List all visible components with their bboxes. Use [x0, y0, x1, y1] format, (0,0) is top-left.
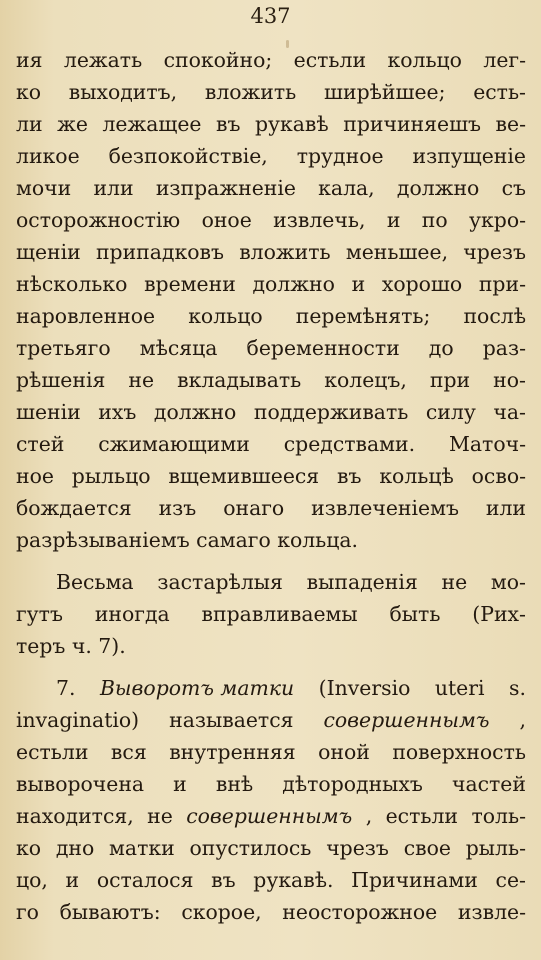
- word: (Inversio: [318, 676, 411, 700]
- text-line: [16, 44, 526, 76]
- word: ве-: [495, 112, 526, 136]
- word: до: [428, 336, 454, 360]
- word: безпокойствіе,: [108, 144, 268, 168]
- word: кольцо: [387, 48, 462, 72]
- word: нѣсколько: [16, 272, 128, 296]
- word: рукавѣ.: [253, 868, 334, 892]
- word: мо-: [490, 570, 526, 594]
- word: вщемившееся: [168, 464, 320, 488]
- word: извлечь,: [273, 208, 366, 232]
- word: толь-: [471, 804, 526, 828]
- word: трудное: [296, 144, 384, 168]
- word: при-: [478, 272, 526, 296]
- word: се-: [495, 868, 526, 892]
- word: неосторожное: [282, 900, 438, 924]
- word: бываютъ:: [59, 900, 161, 924]
- word: рыльцо: [71, 464, 151, 488]
- word: колецъ,: [324, 368, 407, 392]
- word: ко: [16, 80, 42, 104]
- word: выпаденія: [306, 570, 418, 594]
- word: сжимающими: [98, 432, 250, 456]
- word: внѣ: [215, 772, 254, 796]
- word: времени: [144, 272, 236, 296]
- word: и: [65, 868, 80, 892]
- word: средствами.: [283, 432, 416, 456]
- word: ликое: [16, 144, 80, 168]
- word: онаго: [223, 496, 285, 520]
- word: вкладывать: [177, 368, 302, 392]
- word: въ: [337, 464, 362, 488]
- paragraph: [16, 672, 526, 928]
- word: укро-: [469, 208, 526, 232]
- text-line: [16, 672, 526, 704]
- paragraph-gap: [16, 556, 526, 566]
- word: извлеченіемъ: [311, 496, 459, 520]
- word: щеніи: [16, 240, 81, 264]
- word: оной: [318, 740, 370, 764]
- word: хорошо: [381, 272, 463, 296]
- text-line: [16, 140, 526, 172]
- word: ча-: [493, 400, 526, 424]
- text-line: [16, 300, 526, 332]
- word: мочи: [16, 176, 72, 200]
- text-line: [16, 396, 526, 428]
- word: не: [128, 368, 155, 392]
- paragraph: [16, 44, 526, 556]
- word: лежать: [63, 48, 143, 72]
- word: теръ ч. 7).: [16, 634, 126, 658]
- word: матки: [109, 836, 175, 860]
- text-line: [16, 364, 526, 396]
- word: третьяго: [16, 336, 111, 360]
- word: называется: [169, 708, 294, 732]
- word: ко: [16, 836, 42, 860]
- text-line: [16, 236, 526, 268]
- word: рукавѣ: [254, 112, 329, 136]
- word: или: [93, 176, 134, 200]
- text-line: [16, 598, 526, 630]
- word: внутренняя: [169, 740, 296, 764]
- word: и: [351, 272, 366, 296]
- word: invaginatio): [16, 708, 140, 732]
- word: кольцѣ: [379, 464, 454, 488]
- word: дѣтородныхъ: [282, 772, 423, 796]
- word: мѣсяца: [139, 336, 218, 360]
- word: ихъ: [98, 400, 137, 424]
- word: извле-: [457, 900, 526, 924]
- word: изпущеніе: [412, 144, 526, 168]
- word: свое: [403, 836, 451, 860]
- word: причиняешъ: [343, 112, 482, 136]
- text-line: [16, 460, 526, 492]
- word: разрѣзываніемъ самаго кольца.: [16, 528, 359, 552]
- word: меньшее,: [345, 240, 449, 264]
- text-line: [16, 832, 526, 864]
- word: припадковъ: [95, 240, 224, 264]
- word: и: [173, 772, 187, 796]
- word: же: [57, 112, 88, 136]
- text-line: [16, 630, 526, 662]
- word: перемѣнять;: [295, 304, 431, 328]
- word: застарѣлыя: [157, 570, 283, 594]
- word: частей: [451, 772, 526, 796]
- paragraph: [16, 566, 526, 662]
- text-line: [16, 492, 526, 524]
- word: оное: [201, 208, 252, 232]
- text-line: [16, 428, 526, 460]
- word: Маточ-: [449, 432, 526, 456]
- text-line: [16, 332, 526, 364]
- word: вправливаемы: [201, 602, 358, 626]
- word: изпражненіе: [155, 176, 296, 200]
- word: (Рих-: [472, 602, 526, 626]
- word: спокойно;: [163, 48, 273, 72]
- word: должно: [252, 272, 335, 296]
- word: ия: [16, 48, 43, 72]
- word: рыль-: [465, 836, 526, 860]
- word: чрезъ: [463, 240, 526, 264]
- text-line: [16, 566, 526, 598]
- word: s.: [509, 676, 526, 700]
- word: чрезъ: [326, 836, 389, 860]
- text-line: [16, 704, 526, 736]
- word: естьли: [385, 804, 459, 828]
- word: осторожностію: [16, 208, 181, 232]
- word: вся: [110, 740, 147, 764]
- word: по: [421, 208, 448, 232]
- word: рѣшенія: [16, 368, 106, 392]
- word: и: [386, 208, 401, 232]
- text-line: [16, 108, 526, 140]
- word: должно: [153, 400, 237, 424]
- word: опустилось: [189, 836, 312, 860]
- word: въ: [216, 112, 241, 136]
- word: бождается: [16, 496, 132, 520]
- text-line: [16, 864, 526, 896]
- body-text: [16, 44, 526, 928]
- word: ширѣйшее;: [324, 80, 446, 104]
- word: раз-: [482, 336, 526, 360]
- word: осво-: [471, 464, 526, 488]
- word: Весьма: [56, 570, 134, 594]
- word: лег-: [483, 48, 526, 72]
- word: выворочена: [16, 772, 145, 796]
- word: есть-: [473, 80, 526, 104]
- emphasized-term: Выворотъ матки: [99, 676, 295, 700]
- word: не: [147, 804, 173, 828]
- word: или: [485, 496, 526, 520]
- text-line: [16, 204, 526, 236]
- word: изъ: [158, 496, 197, 520]
- word: но-: [493, 368, 526, 392]
- word: кольцо: [188, 304, 263, 328]
- word: осталося: [96, 868, 194, 892]
- word: послѣ: [463, 304, 526, 328]
- word: кала,: [318, 176, 375, 200]
- emphasized-term: совершеннымъ: [186, 804, 353, 828]
- word: ,: [519, 708, 526, 732]
- word: го: [16, 900, 39, 924]
- word: ли: [16, 112, 43, 136]
- word: при: [429, 368, 471, 392]
- word: иногда: [94, 602, 170, 626]
- page-number: 437: [250, 4, 291, 28]
- word: лежащее: [102, 112, 202, 136]
- word: ,: [365, 804, 373, 828]
- emphasized-term: совершеннымъ: [323, 708, 490, 732]
- word: въ: [211, 868, 236, 892]
- text-line: [16, 768, 526, 800]
- word: гутъ: [16, 602, 63, 626]
- text-line: [16, 736, 526, 768]
- word: естьли: [16, 740, 89, 764]
- word: находится,: [16, 804, 134, 828]
- word: быть: [389, 602, 441, 626]
- word: естьли: [293, 48, 367, 72]
- word: 7.: [56, 676, 76, 700]
- text-line: [16, 268, 526, 300]
- paragraph-gap: [16, 662, 526, 672]
- word: стей: [16, 432, 65, 456]
- text-line: [16, 76, 526, 108]
- word: цо,: [16, 868, 48, 892]
- text-line: [16, 172, 526, 204]
- word: шеніи: [16, 400, 81, 424]
- word: должно: [396, 176, 480, 200]
- word: uteri: [434, 676, 485, 700]
- word: вложить: [239, 240, 331, 264]
- word: съ: [501, 176, 526, 200]
- text-line: [16, 800, 526, 832]
- word: вложить: [204, 80, 297, 104]
- text-line: [16, 524, 526, 556]
- word: ное: [16, 464, 54, 488]
- word: поверхность: [392, 740, 526, 764]
- word: дно: [55, 836, 95, 860]
- word: силу: [425, 400, 476, 424]
- word: беременности: [246, 336, 400, 360]
- word: Причинами: [351, 868, 478, 892]
- word: скорое,: [181, 900, 262, 924]
- word: поддерживать: [253, 400, 409, 424]
- word: не: [441, 570, 468, 594]
- text-line: [16, 896, 526, 928]
- word: наровленное: [16, 304, 156, 328]
- word: выходитъ,: [68, 80, 178, 104]
